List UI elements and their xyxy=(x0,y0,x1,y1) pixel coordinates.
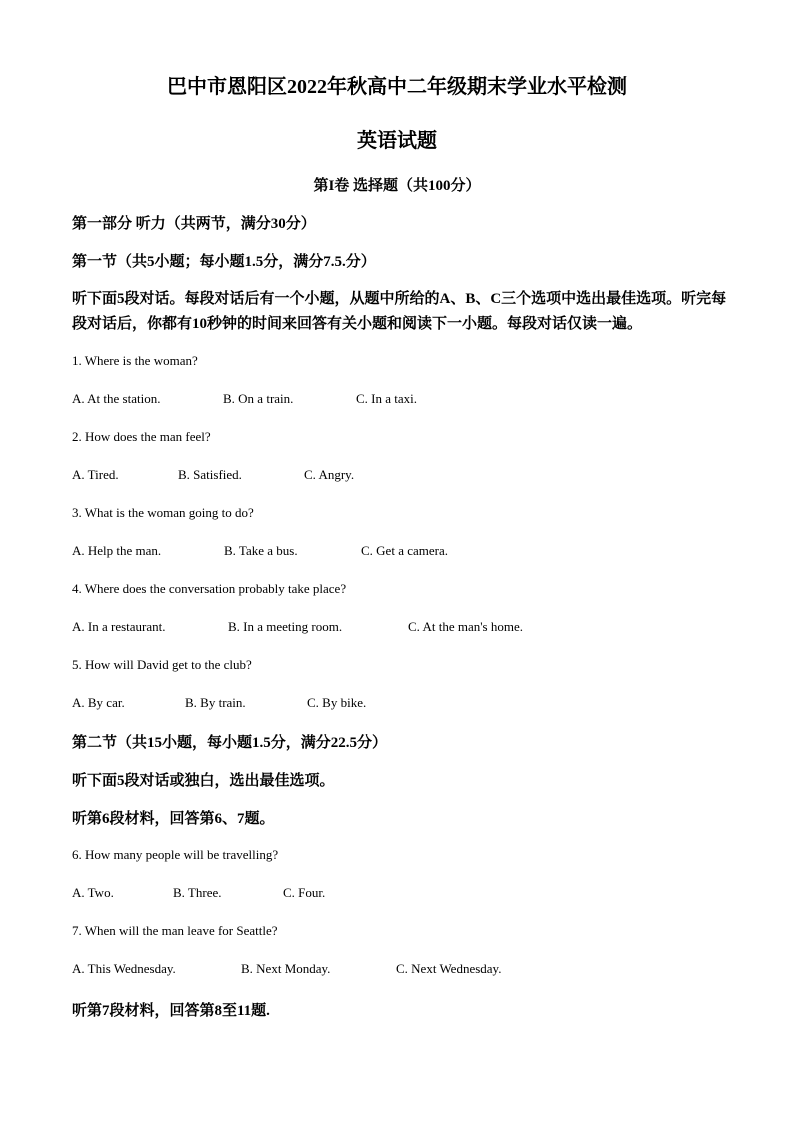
section2-instruction: 听下面5段对话或独白，选出最佳选项。 xyxy=(72,773,335,789)
q6-option-c: C. Four. xyxy=(283,885,326,900)
volume-heading: 第I卷 选择题（共100分） xyxy=(313,178,481,194)
question-1: 1. Where is the woman? xyxy=(72,353,198,368)
q1-option-c: C. In a taxi. xyxy=(356,391,418,406)
q7-option-c: C. Next Wednesday. xyxy=(396,961,502,976)
q2-option-b: B. Satisfied. xyxy=(178,467,242,482)
q4-option-b: B. In a meeting room. xyxy=(228,619,343,634)
q3-option-a: A. Help the man. xyxy=(72,543,162,558)
q6-option-a: A. Two. xyxy=(72,885,114,900)
q2-option-c: C. Angry. xyxy=(304,467,355,482)
q3-option-c: C. Get a camera. xyxy=(361,543,448,558)
section1-instruction: 听下面5段对话。每段对话后有一个小题，从题中所给的A、B、C三个选项中选出最佳选项。听完每段对话后，你都有10秒钟的时间来回答有关小题和阅读下一小题。每段对话仅读一遍。 xyxy=(72,291,727,332)
exam-title: 巴中市恩阳区2022年秋高中二年级期末学业水平检测 xyxy=(167,76,627,98)
q2-option-a: A. Tired. xyxy=(72,467,119,482)
q6-option-b: B. Three. xyxy=(173,885,222,900)
q4-option-a: A. In a restaurant. xyxy=(72,619,166,634)
q1-option-a: A. At the station. xyxy=(72,391,161,406)
question-6: 6. How many people will be travelling? xyxy=(72,847,279,862)
question-7: 7. When will the man leave for Seattle? xyxy=(72,923,278,938)
q7-option-a: A. This Wednesday. xyxy=(72,961,176,976)
question-3: 3. What is the woman going to do? xyxy=(72,505,254,520)
section1-heading: 第一节（共5小题；每小题1.5分，满分7.5.分） xyxy=(72,254,376,270)
q5-option-c: C. By bike. xyxy=(307,695,367,710)
q4-option-c: C. At the man's home. xyxy=(408,619,524,634)
q5-option-b: B. By train. xyxy=(185,695,246,710)
section2-heading: 第二节（共15小题，每小题1.5分，满分22.5分） xyxy=(72,735,388,751)
material-7-heading: 听第7段材料，回答第8至11题. xyxy=(72,1003,270,1019)
q5-option-a: A. By car. xyxy=(72,695,125,710)
q3-option-b: B. Take a bus. xyxy=(224,543,298,558)
material-6-heading: 听第6段材料，回答第6、7题。 xyxy=(72,811,275,827)
question-5: 5. How will David get to the club? xyxy=(72,657,252,672)
exam-subject: 英语试题 xyxy=(357,130,437,152)
question-4: 4. Where does the conversation probably take place? xyxy=(72,581,347,596)
question-2: 2. How does the man feel? xyxy=(72,429,211,444)
q1-option-b: B. On a train. xyxy=(223,391,294,406)
q7-option-b: B. Next Monday. xyxy=(241,961,331,976)
part1-heading: 第一部分 听力（共两节，满分30分） xyxy=(72,216,316,232)
